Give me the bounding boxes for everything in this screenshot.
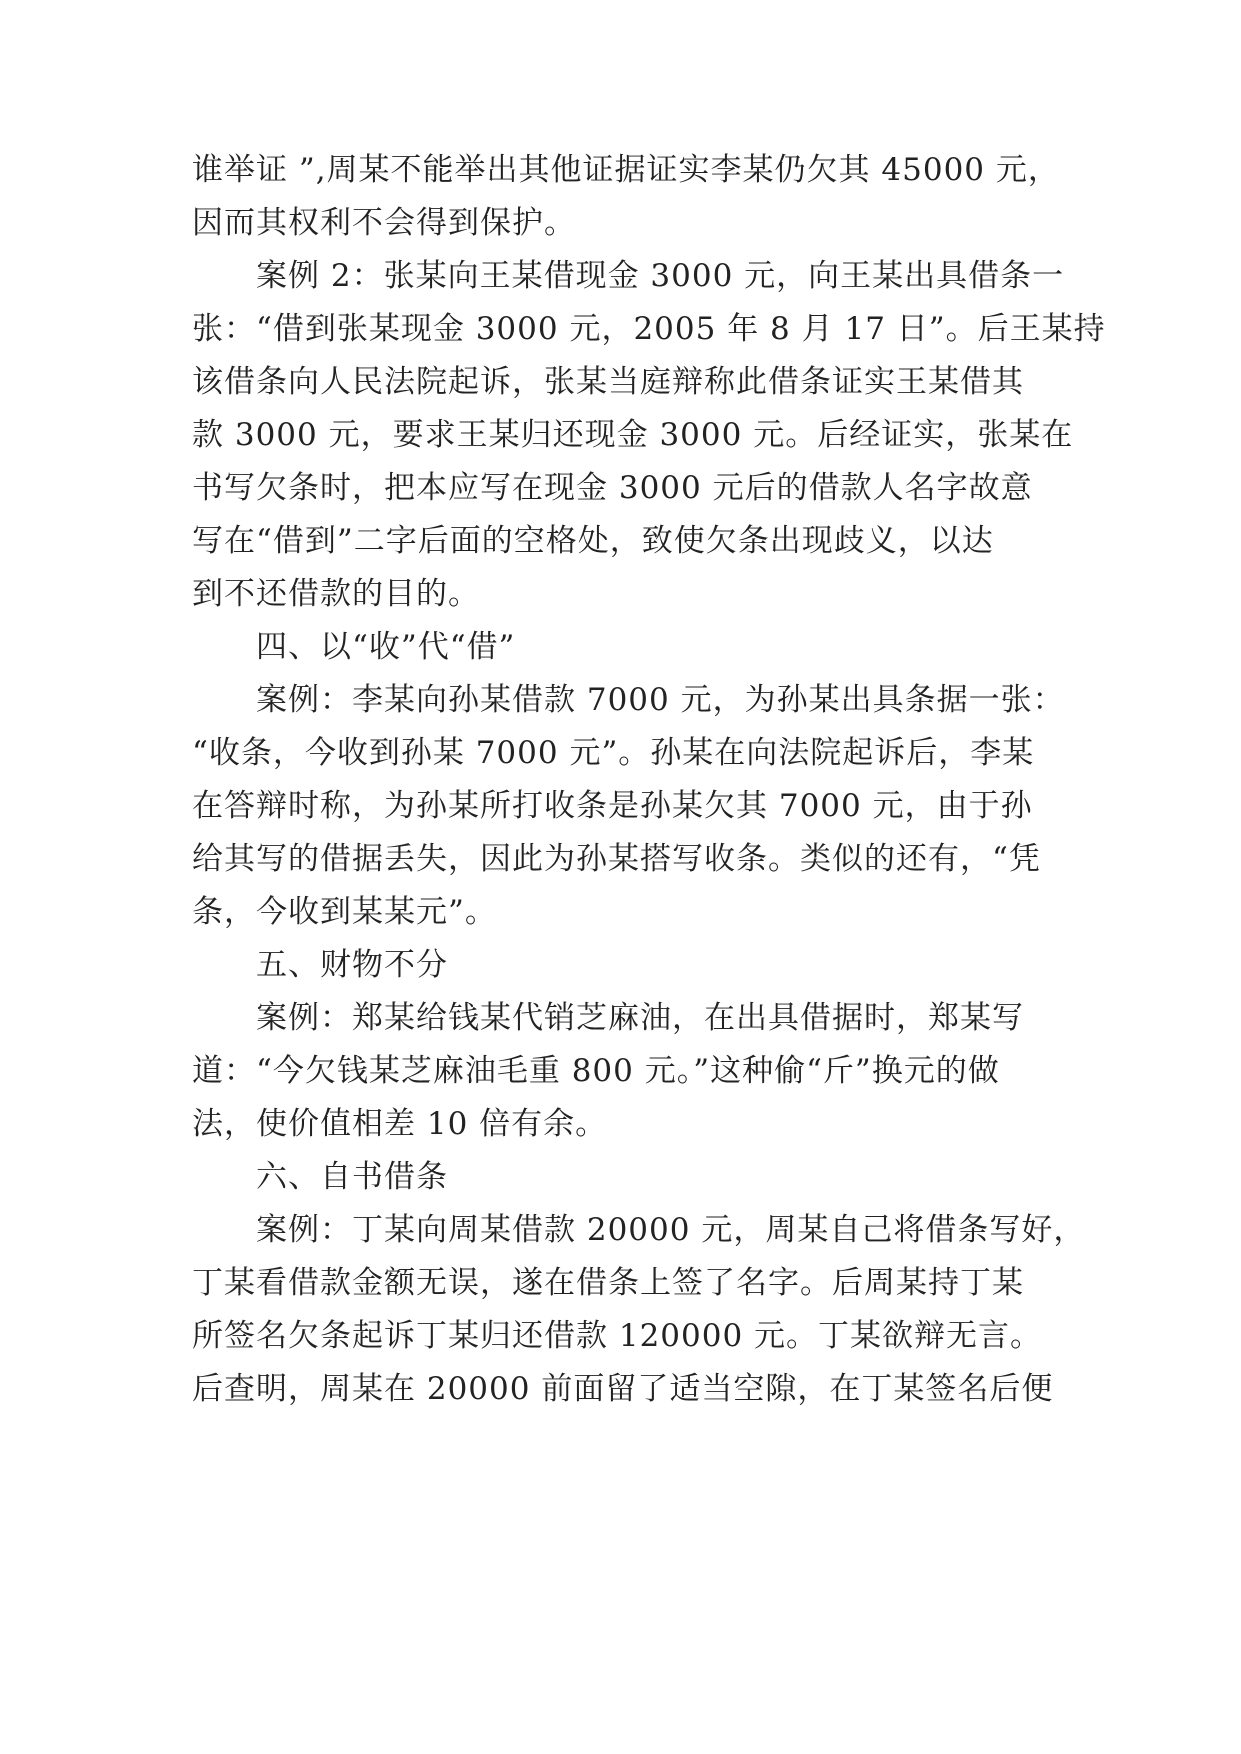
body-text-line: 写在“借到”二字后面的空格处，致使欠条出现歧义，以达 [192,523,994,559]
body-text-line: 给其写的借据丢失，因此为孙某搭写收条。类似的还有，“凭 [192,841,1041,877]
body-text-line: 丁某看借款金额无误，遂在借条上签了名字。后周某持丁某 [192,1265,1024,1301]
section-heading: 四、以“收”代“借” [256,629,516,665]
body-text-line: 条，今收到某某元”。 [192,894,497,930]
body-text-line: 张：“借到张某现金 3000 元，2005 年 8 月 17 日”。后王某持 [192,311,1106,347]
body-text-line: 法，使价值相差 10 倍有余。 [192,1106,608,1142]
section-heading: 六、自书借条 [256,1159,448,1195]
section-heading: 五、财物不分 [256,947,448,983]
body-text-line: 到不还借款的目的。 [192,576,480,612]
body-text-line: 道：“今欠钱某芝麻油毛重 800 元。”这种偷“斤”换元的做 [192,1053,1000,1089]
body-text-line: 款 3000 元，要求王某归还现金 3000 元。后经证实，张某在 [192,417,1074,453]
body-text-line: 书写欠条时，把本应写在现金 3000 元后的借款人名字故意 [192,470,1033,506]
body-text-line: “收条，今收到孙某 7000 元”。孙某在向法院起诉后，李某 [192,735,1035,771]
body-text-line: 所签名欠条起诉丁某归还借款 120000 元。丁某欲辩无言。 [192,1318,1043,1354]
body-text-line: 因而其权利不会得到保护。 [192,205,576,241]
body-text-line: 案例：丁某向周某借款 20000 元，周某自己将借条写好， [256,1212,1086,1248]
body-text-line: 后查明，周某在 20000 前面留了适当空隙，在丁某签名后便 [192,1371,1054,1407]
body-text-line: 案例：李某向孙某借款 7000 元，为孙某出具条据一张： [256,682,1065,718]
body-text-line: 在答辩时称，为孙某所打收条是孙某欠其 7000 元，由于孙 [192,788,1033,824]
body-text-line: 案例：郑某给钱某代销芝麻油，在出具借据时，郑某写 [256,1000,1024,1036]
body-text-line: 案例 2：张某向王某借现金 3000 元，向王某出具借条一 [256,258,1065,294]
body-text-line: 该借条向人民法院起诉，张某当庭辩称此借条证实王某借其 [192,364,1024,400]
body-text-line: 谁举证 ”,周某不能举出其他证据证实李某仍欠其 45000 元， [192,152,1060,188]
